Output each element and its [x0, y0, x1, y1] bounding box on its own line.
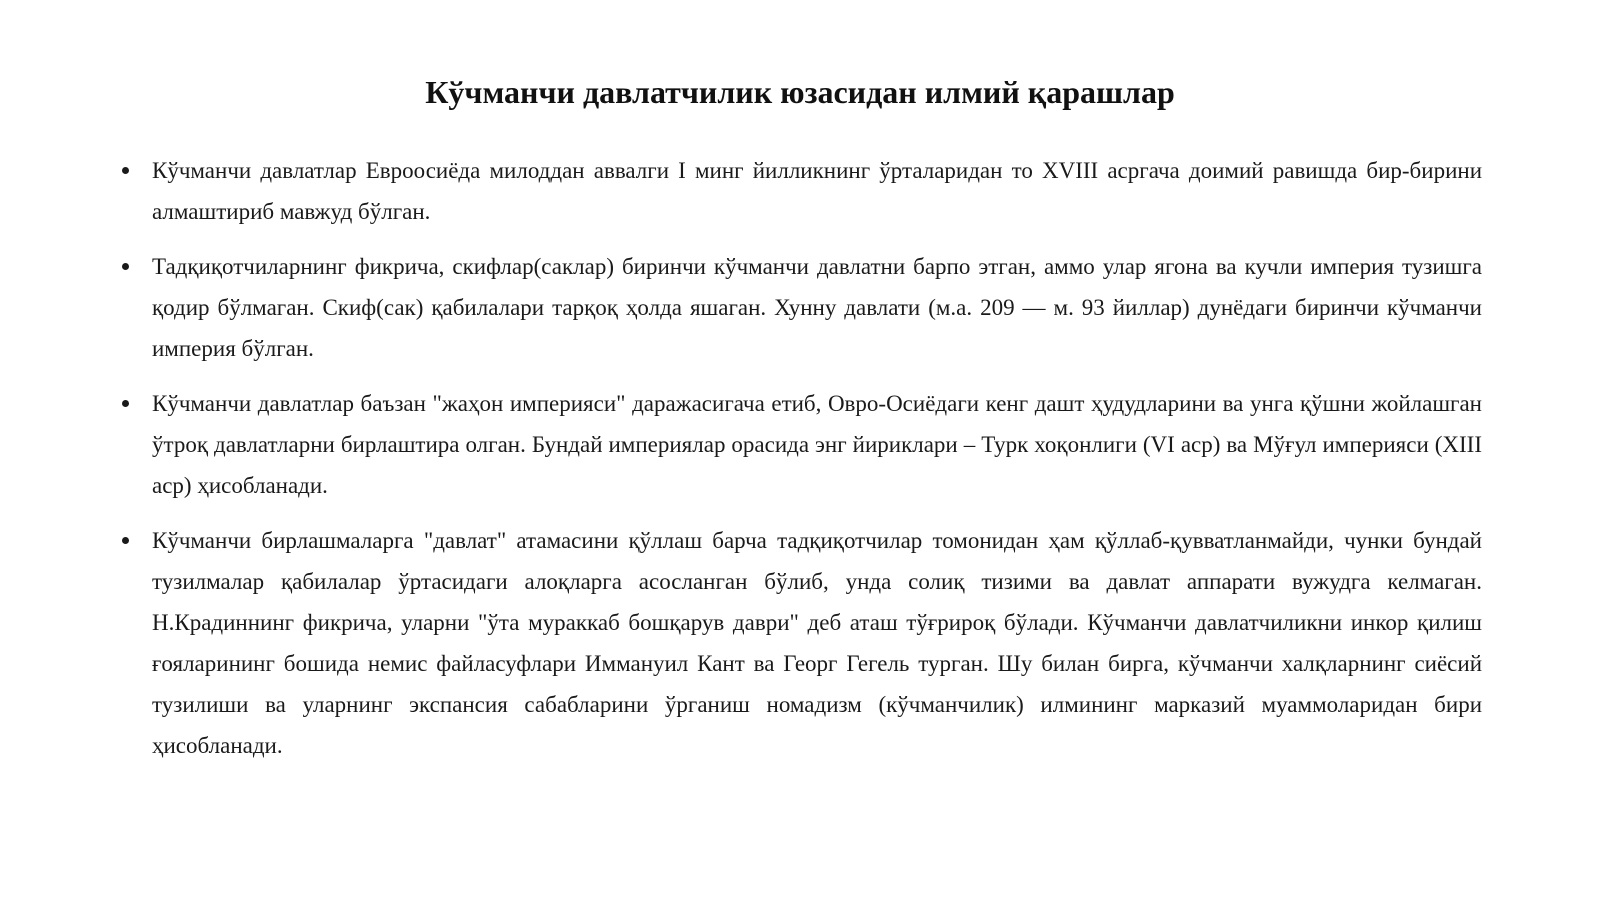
bullet-list [152, 150, 1482, 780]
bullet-item [152, 383, 1482, 506]
bullet-dot-icon [122, 167, 129, 174]
bullet-dot-icon [122, 537, 129, 544]
bullet-dot-icon [122, 263, 129, 270]
slide-title: Кўчманчи давлатчилик юзасидан илмий қарашлар [425, 74, 1175, 110]
bullet-item [152, 520, 1482, 766]
bullet-dot-icon [122, 400, 129, 407]
bullet-text: Кўчманчи давлатлар баъзан "жаҳон империяси" даражасигача етиб, Овро-Осиёдаги кенг дашт ҳудудларини ва унга қўшни жойлашган ўтроқ давлатларни бирлаштира олган. Бундай империялар орасида энг йириклари – Турк хоқонлиги (VI аср) ва Мўғул империяси (XIII аср) ҳисобланади. [152, 391, 1482, 498]
bullet-item [152, 246, 1482, 369]
bullet-text: Кўчманчи бирлашмаларга "давлат" атамасини қўллаш барча тадқиқотчилар томонидан ҳам қўллаб-қувватланмайди, чунки бундай тузилмалар қабилалар ўртасидаги алоқларга асосланган бўлиб, унда солиқ тизими ва давлат аппарати вужудга келмаган. Н.Крадиннинг фикрича, уларни "ўта мураккаб бошқарув даври" деб аташ тўғрироқ бўлади. Кўчманчи давлатчиликни инкор қилиш ғояларининг бошида немис файласуфлари Иммануил Кант ва Георг Гегель турган. Шу билан бирга, кўчманчи халқларнинг сиёсий тузилиши ва уларнинг экспансия сабабларини ўрганиш номадизм (кўчманчилик) илмининг марказий муаммоларидан бири ҳисобланади. [152, 528, 1482, 758]
bullet-text: Тадқиқотчиларнинг фикрича, скифлар(саклар) биринчи кўчманчи давлатни барпо этган, аммо улар ягона ва кучли империя тузишга қодир бўлмаган. Скиф(сак) қабилалари тарқоқ ҳолда яшаган. Хунну давлати (м.а. 209 — м. 93 йиллар) дунёдаги биринчи кўчманчи империя бўлган. [152, 254, 1482, 361]
bullet-text: Кўчманчи давлатлар Евроосиёда милоддан аввалги I минг йилликнинг ўрталаридан то XVIII асргача доимий равишда бир-бирини алмаштириб мавжуд бўлган. [152, 158, 1482, 224]
bullet-item [152, 150, 1482, 232]
